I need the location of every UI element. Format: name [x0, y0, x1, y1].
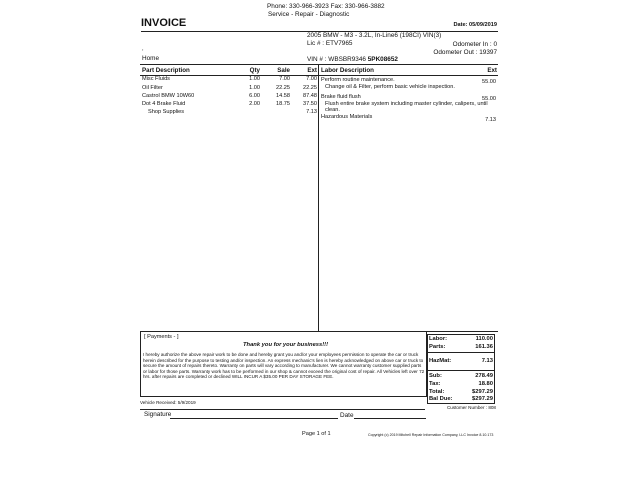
total-label: Parts:: [429, 344, 446, 350]
signature-label: Signature: [144, 411, 172, 418]
part-ext: 7.13: [306, 109, 317, 115]
total-value: $297.29: [472, 396, 493, 402]
page-number: Page 1 of 1: [302, 431, 331, 437]
shop-phone-line: Phone: 330-966-3923 Fax: 330-966-3882: [267, 3, 385, 10]
vin-bold-part: 5PK08652: [367, 56, 398, 63]
labor-ext: 55.00: [482, 79, 496, 85]
shop-services: Service - Repair - Diagnostic: [268, 11, 350, 18]
part-sale: 18.75: [276, 101, 290, 107]
thank-you-note: Thank you for your business!!!: [243, 342, 329, 348]
part-desc: Shop Supplies: [148, 109, 185, 115]
footer-left-rule: [140, 331, 141, 397]
date-line[interactable]: [354, 418, 426, 419]
signature-top-rule: [140, 409, 425, 410]
payments-label: [ Payments - ]: [144, 334, 179, 340]
authorization-text: I hereby authorize the above repair work to be done and hereby grant you and/or your employees permission to operate the car or truck herein described for the purpose to testing and/or inspection. An express mechanic's lien is hereby acknowledged on above car or truck to secure the amount of repairs thereto. Warranty on parts will vary according to manufacturer. We cannot warranty customer supplied parts or labor for those parts. Warranty work has to be performed in our shop & cannot exceed the original cost of repair. All Vehicles left over 72 hrs. after repairs are completed or declined WILL INCUR A $35.00 PER DAY STORAGE FEE.: [143, 352, 425, 379]
part-desc: Castrol BMW 10W60: [142, 93, 195, 99]
table-row: [141, 109, 318, 116]
table-row: [141, 85, 318, 92]
part-ext: 87.48: [303, 93, 317, 99]
part-qty: 2.00: [249, 101, 260, 107]
parts-header-sale: Sale: [277, 67, 290, 74]
labor-ext: 55.00: [482, 96, 496, 102]
labor-title: Hazardous Materials: [321, 114, 373, 120]
labor-detail: Flush entire brake system including master cylinder, calipers, until: [325, 101, 488, 107]
part-ext: 22.25: [303, 85, 317, 91]
total-value: 161.36: [475, 344, 493, 350]
total-label: HazMat:: [429, 358, 452, 364]
customer-name: ,: [142, 46, 144, 52]
parts-header-row: [141, 66, 318, 75]
customer-number: Customer Number : 808: [446, 405, 496, 410]
total-label: Total:: [429, 389, 445, 395]
parts-header-qty: Qty: [249, 67, 260, 74]
part-desc: Oil Filter: [142, 85, 163, 91]
total-parts: [428, 343, 494, 352]
labor-title: Brake fluid flush: [321, 94, 361, 100]
totals-right-rule: [494, 334, 495, 403]
odometer-in: Odometer In : 0: [452, 41, 497, 48]
total-label: Labor:: [429, 336, 448, 342]
total-value: 18.80: [478, 381, 493, 387]
labor-ext: 7.13: [485, 117, 496, 123]
total-value: 110.00: [475, 336, 493, 342]
total-value: 7.13: [481, 358, 493, 364]
part-sale: 7.00: [279, 76, 290, 82]
parts-header-ext: Ext: [307, 67, 317, 74]
table-row: [141, 93, 318, 100]
part-qty: 1.00: [249, 76, 260, 82]
labor-detail-cont: clean.: [325, 107, 340, 113]
part-ext: 37.50: [303, 101, 317, 107]
labor-title: Perform routine maintenance.: [321, 77, 395, 83]
signature-line[interactable]: [170, 418, 338, 419]
total-value: 278.49: [475, 373, 493, 379]
footer-top-rule: [140, 331, 498, 332]
part-sale: 14.58: [276, 93, 290, 99]
table-row: [141, 76, 318, 83]
table-row: [141, 101, 318, 108]
totals-rule-a: [427, 352, 495, 353]
customer-phone-label: Home: [142, 55, 160, 62]
labor-header-ext: Ext: [487, 67, 497, 74]
part-desc: Misc Fluids: [142, 76, 170, 82]
parts-header-desc: Part Description: [142, 67, 190, 74]
total-label: Bal Due:: [429, 396, 453, 402]
vin-label: VIN # : WBSBR9346: [307, 56, 368, 63]
part-qty: 1.00: [249, 85, 260, 91]
total-value: $297.29: [472, 389, 493, 395]
vehicle-received: Vehicle Received: 5/9/2019: [140, 400, 196, 405]
vehicle-description: 2005 BMW - M3 - 3.2L, In-Line6 (198CI) VIN(3): [307, 32, 442, 39]
table-column-divider: [318, 64, 319, 331]
labor-header-desc: Labor Description: [321, 67, 374, 74]
table-top-rule: [140, 64, 498, 65]
total-hazmat: [428, 357, 494, 366]
date-label: Date: [340, 412, 354, 419]
footer-bottom-rule: [140, 396, 427, 397]
part-ext: 7.00: [306, 76, 317, 82]
invoice-date: Date: 05/09/2019: [453, 22, 497, 28]
labor-detail: Change oil & Filter, perform basic vehicle inspection.: [325, 84, 455, 90]
part-sale: 22.25: [276, 85, 290, 91]
part-desc: Dot 4 Brake Fluid: [142, 101, 186, 107]
odometer-out: Odometer Out : 19397: [433, 49, 497, 56]
total-label: Tax:: [429, 381, 441, 387]
total-label: Sub:: [429, 373, 442, 379]
total-balance-due: [428, 395, 494, 404]
totals-rule-b: [427, 370, 495, 371]
vehicle-license: Lic # : ETV7965: [307, 40, 353, 47]
copyright: Copyright (c) 2019 Mitchell Repair Information Company, LLC Invoice 8.10.173: [368, 433, 494, 437]
part-qty: 6.00: [249, 93, 260, 99]
vehicle-vin: [307, 56, 398, 63]
invoice-title: INVOICE: [141, 17, 187, 29]
